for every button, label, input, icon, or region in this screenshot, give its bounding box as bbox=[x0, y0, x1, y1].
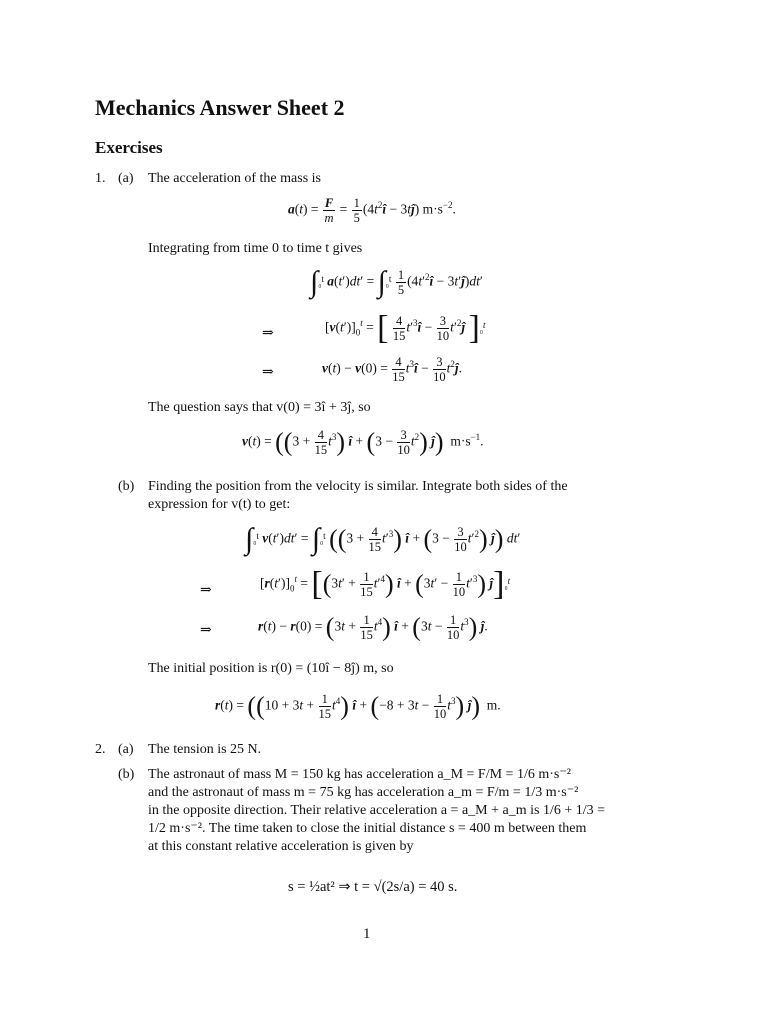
q2b-line-4: 1/2 m·s⁻². The time taken to close the initial distance s = 400 m between them bbox=[148, 821, 587, 836]
q1b-text-line2: expression for v(t) to get: bbox=[148, 497, 291, 512]
q1a-text-integrating: Integrating from time 0 to time t gives bbox=[148, 241, 363, 256]
implies-arrow: ⇒ bbox=[200, 582, 212, 598]
question-number-1: 1. bbox=[95, 171, 106, 186]
q2b-line-5: at this constant relative acceleration is given by bbox=[148, 839, 414, 854]
part-label-1b: (b) bbox=[118, 479, 135, 494]
q1b-text-initial-position: The initial position is r(0) = (10î − 8ĵ) m, so bbox=[148, 661, 394, 676]
part-label-1a: (a) bbox=[118, 171, 134, 186]
eq-integral-velocity: ∫₀$^t$ v(t′)dt′ = ∫₀$^t$ ((3 + $\frac{4}{15}$ $t'^3$) î + (3 − $\frac{3}{10}$ $t'^2$) ĵ) dt′ bbox=[245, 522, 521, 556]
q2a-text: The tension is 25 N. bbox=[148, 742, 262, 757]
q2b-line-2: and the astronaut of mass m = 75 kg has acceleration a_m = F/m = 1/3 m·s⁻² bbox=[148, 785, 579, 800]
q1a-text-initial-velocity: The question says that v(0) = 3î + 3ĵ, so bbox=[148, 400, 371, 415]
eq-integral-accel: ∫₀$^t$ a(t′)dt′ = ∫₀$^t$ $\frac{1}{5}$ ($4t'^2î$ − 3t′ĵ)dt′ bbox=[310, 265, 483, 299]
q2b-line-3: in the opposite direction. Their relative acceleration a = a_M + a_m is 1/6 + 1/3 = bbox=[148, 803, 606, 818]
page-title: Mechanics Answer Sheet 2 bbox=[95, 95, 345, 120]
implies-arrow: ⇒ bbox=[262, 364, 274, 380]
implies-arrow: ⇒ bbox=[262, 325, 274, 341]
eq-position-bracket: $[r(t')]_0^t = [(3t'$ + $\frac{1}{15}$ $t'^4$) î + (3t′ − $\frac{1}{10}$ $t'^3$) ĵ]₀$^t$ bbox=[260, 565, 511, 603]
eq-velocity-result: v(t) = ((3 + $\frac{4}{15}$ $t^3$) î + (3 − $\frac{3}{10}$ $t^2$) ĵ) $m\cdot s^{-1}$. bbox=[242, 427, 484, 457]
implies-arrow: ⇒ bbox=[200, 622, 212, 638]
eq-time-result: s = ½at² ⇒ t = √(2s/a) = 40 s. bbox=[288, 879, 458, 895]
q1a-text-accel: The acceleration of the mass is bbox=[148, 171, 321, 186]
eq-position-diff: r(t) − r(0) = (3t + $\frac{1}{15}$ $t^4$) î + (3t − $\frac{1}{10}$ $t^3$) ĵ. bbox=[258, 612, 488, 642]
page-number: 1 bbox=[363, 926, 371, 942]
q2b-line-1: The astronaut of mass M = 150 kg has acceleration a_M = F/M = 1/6 m·s⁻² bbox=[148, 767, 571, 782]
eq-acceleration: a(t) = $\frac{F}{m}$ = $\frac{1}{5}$ ($4t^2î$ − 3tĵ) $m\cdot s^{-2}$. bbox=[288, 196, 456, 225]
question-number-2: 2. bbox=[95, 742, 106, 757]
part-label-2b: (b) bbox=[118, 767, 135, 782]
eq-velocity-diff: v(t) − v(0) = $\frac{4}{15}$ $t^3î$ − $\frac{3}{10}$ $t^2ĵ$. bbox=[322, 355, 463, 384]
eq-velocity-bracket: $[v(t')]_0^t$ = [ $\frac{4}{15}$ $t'^3î$ − $\frac{3}{10}$ $t'^2ĵ$ ]₀$^t$ bbox=[325, 309, 486, 347]
q1b-text-line1: Finding the position from the velocity is similar. Integrate both sides of the bbox=[148, 479, 568, 494]
part-label-2a: (a) bbox=[118, 742, 134, 757]
section-heading: Exercises bbox=[95, 138, 163, 157]
eq-position-result: r(t) = ((10 + 3t + $\frac{1}{15}$ $t^4$) î + (−8 + 3t − $\frac{1}{10}$ $t^3$) ĵ) m. bbox=[215, 691, 501, 721]
